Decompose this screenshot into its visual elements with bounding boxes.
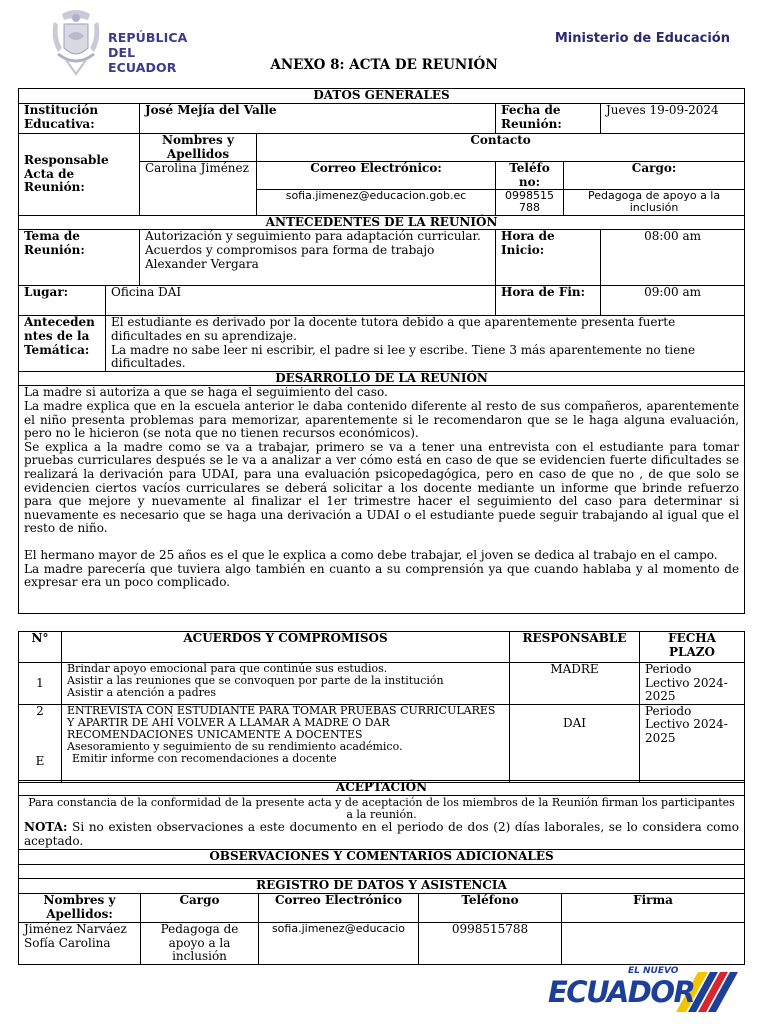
observaciones-heading: OBSERVACIONES Y COMENTARIOS ADICIONALES (19, 850, 745, 865)
lugar-value: Oficina DAI (106, 286, 496, 316)
acuerdo-line: Asesoramiento y seguimiento de su rendimiento académico. (67, 739, 403, 753)
acuerdo-fecha: Periodo Lectivo 2024-2025 (640, 663, 745, 705)
desarrollo-paragraph-1: La madre si autoriza a que se haga el seguimiento del caso. (24, 385, 388, 400)
registro-firma (562, 923, 745, 965)
ministry-name: Ministerio de Educación (554, 31, 730, 46)
responsable-cargo: Pedagoga de apoyo a la inclusión (564, 190, 745, 216)
antecedentes-heading: ANTECEDENTES DE LA REUNIÓN (19, 216, 745, 230)
desarrollo-body (19, 386, 745, 614)
acuerdo-number (19, 704, 62, 782)
acuerdos-col-responsable: RESPONSABLE (510, 632, 640, 663)
el-nuevo-ecuador-logo (548, 964, 744, 1014)
correo-header: Correo Electrónico: (257, 162, 496, 190)
fecha-value: Jueves 19-09-2024 (601, 104, 745, 134)
hora-fin-value: 09:00 am (601, 286, 745, 316)
acuerdo-responsable: MADRE (510, 663, 640, 705)
hora-fin-label: Hora de Fin: (496, 286, 601, 316)
observaciones-body (19, 865, 745, 879)
responsable-telefono: 0998515 788 (496, 190, 564, 216)
acuerdo-text (62, 663, 510, 705)
acta-main-table (18, 88, 745, 614)
acuerdo-text (62, 704, 510, 782)
registro-heading: REGISTRO DE DATOS Y ASISTENCIA (19, 879, 745, 894)
tema-line-1: Autorización y seguimiento para adaptación curricular. (145, 229, 481, 244)
acuerdos-table (18, 631, 745, 783)
acuerdos-col-acuerdos: ACUERDOS Y COMPROMISOS (62, 632, 510, 663)
acuerdos-col-n: N° (19, 632, 62, 663)
datos-generales-heading: DATOS GENERALES (19, 89, 745, 104)
tema-line-3: Alexander Vergara (145, 256, 259, 271)
aceptacion-text: Para constancia de la conformidad de la presente acta y de aceptación de los miembros de la Reunión firman los participantes a la reunión. (28, 796, 735, 821)
registro-correo: sofia.jimenez@educacio (259, 923, 419, 965)
registro-col-cargo: Cargo (141, 894, 259, 923)
registro-nombre: Jiménez Narváez Sofía Carolina (19, 923, 141, 965)
institucion-label: Institución Educativa: (19, 104, 140, 134)
registro-col-correo: Correo Electrónico (259, 894, 419, 923)
tema-line-2: Acuerdos y compromisos para forma de trabajo (145, 242, 435, 257)
tema-value (140, 230, 496, 286)
telefono-header: Teléfo no: (496, 162, 564, 190)
nota-label: NOTA: (24, 820, 68, 834)
cargo-header: Cargo: (564, 162, 745, 190)
tematica-value (106, 316, 745, 372)
desarrollo-paragraph-2: La madre explica que en la escuela anterior le daba contenido diferente al resto de sus compañeros, aparentemente el niño presenta problemas para memorizar, aparentemente si le recomendaron que se le haga alguna evaluación, pero no le hicieron (se nota que no tienen recursos económicos). (24, 398, 740, 441)
logo-small-text: EL NUEVO (628, 966, 679, 976)
aceptacion-nota (24, 821, 739, 848)
hora-inicio-value: 08:00 am (601, 230, 745, 286)
institucion-value: José Mejía del Valle (140, 104, 496, 134)
responsable-correo: sofia.jimenez@educacion.gob.ec (257, 190, 496, 216)
acuerdos-col-fecha: FECHA PLAZO (640, 632, 745, 663)
registro-telefono: 0998515788 (419, 923, 562, 965)
aceptacion-heading: ACEPTACIÓN (19, 781, 745, 796)
responsable-label: Responsable Acta de Reunión: (19, 134, 140, 216)
nota-text: Si no existen observaciones a este documento en el periodo de dos (2) días laborales, se lo considera como aceptado. (24, 820, 739, 848)
registro-col-firma: Firma (562, 894, 745, 923)
aceptacion-body (19, 796, 745, 850)
acuerdo-number: 1 (19, 663, 62, 705)
desarrollo-paragraph-4: El hermano mayor de 25 años es el que le explica a como debe trabajar, el joven se dedica al trabajo en el campo. (24, 547, 718, 562)
acuerdo-line: Asistir a atención a padres (67, 686, 217, 699)
logo-big-text: ECUADOR (548, 975, 695, 1009)
acuerdo-responsable: DAI (510, 704, 640, 782)
fecha-label: Fecha de Reunión: (496, 104, 601, 134)
republic-line-1: REPÚBLICA (108, 30, 188, 45)
acuerdo-line: ENTREVISTA CON ESTUDIANTE PARA TOMAR PRUEBAS CURRICULARES Y APARTIR DE AHÍ VOLVER A LLAMAR A MADRE O DAR RECOMENDACIONES UNICAMENTE A DOCENTES (67, 703, 496, 741)
desarrollo-paragraph-3: Se explica a la madre como se va a trabajar, primero se va a tener una entrevista con el estudiante para tomar pruebas curriculares después se le va a analizar a ver cómo está en caso de que se evidencien fuerte dificultades se realizará la derivación para UDAI, para una evaluación psicopedagógica, pero en caso de que no , de que solo se evidencien ciertos vacíos curriculares se deberá solicitar a los docente mediante un informe que brinde refuerzo para que mejore y nuevamente al finalizar el 1er trimestre hacer el seguimiento del caso para determinar si nuevamente es necesario que se haga una derivación a UDAI o el estudiante puede seguir trabajando al igual que el resto de niño. (24, 439, 740, 536)
registro-cargo: Pedagoga de apoyo a la inclusión (141, 923, 259, 965)
tema-label: Tema de Reunión: (19, 230, 140, 286)
document-title: ANEXO 8: ACTA DE REUNIÓN (270, 57, 498, 73)
acuerdo-line: Emitir informe con recomendaciones a docente (72, 751, 337, 765)
responsable-nombre: Carolina Jiménez (140, 162, 257, 216)
contacto-header: Contacto (257, 134, 745, 162)
desarrollo-heading: DESARROLLO DE LA REUNIÓN (19, 372, 745, 386)
tematica-paragraph-2: La madre no sabe leer ni escribir, el padre si lee y escribe. Tiene 3 más aparentemente no tiene dificultades. (111, 342, 696, 371)
hora-inicio-label: Hora de Inicio: (496, 230, 601, 286)
tematica-label: Anteceden ntes de la Temática: (19, 316, 106, 372)
desarrollo-paragraph-5: La madre parecería que tuviera algo también en cuanto a su comprensión ya que cuando hablaba y al momento de expresar era un poco complicado. (24, 561, 740, 590)
nombres-header: Nombres y Apellidos (140, 134, 257, 162)
acuerdo-fecha: Periodo Lectivo 2024-2025 (640, 704, 745, 782)
registro-col-telefono: Teléfono (419, 894, 562, 923)
acuerdo-line: Brindar apoyo emocional para que continúe sus estudios. (67, 662, 388, 675)
acuerdo-number-value: 2 (36, 703, 44, 718)
registro-col-nombres: Nombres y Apellidos: (19, 894, 141, 923)
republic-line-2: DEL ECUADOR (108, 45, 177, 75)
tematica-paragraph-1: El estudiante es derivado por la docente tutora debido a que aparentemente presenta fuerte dificultades en su aprendizaje. (111, 315, 676, 343)
acuerdo-number-suffix: E (35, 753, 45, 768)
lugar-label: Lugar: (19, 286, 106, 316)
acuerdo-line: Asistir a las reuniones que se convoquen por parte de la institución (67, 674, 444, 687)
aceptacion-table (18, 780, 745, 965)
